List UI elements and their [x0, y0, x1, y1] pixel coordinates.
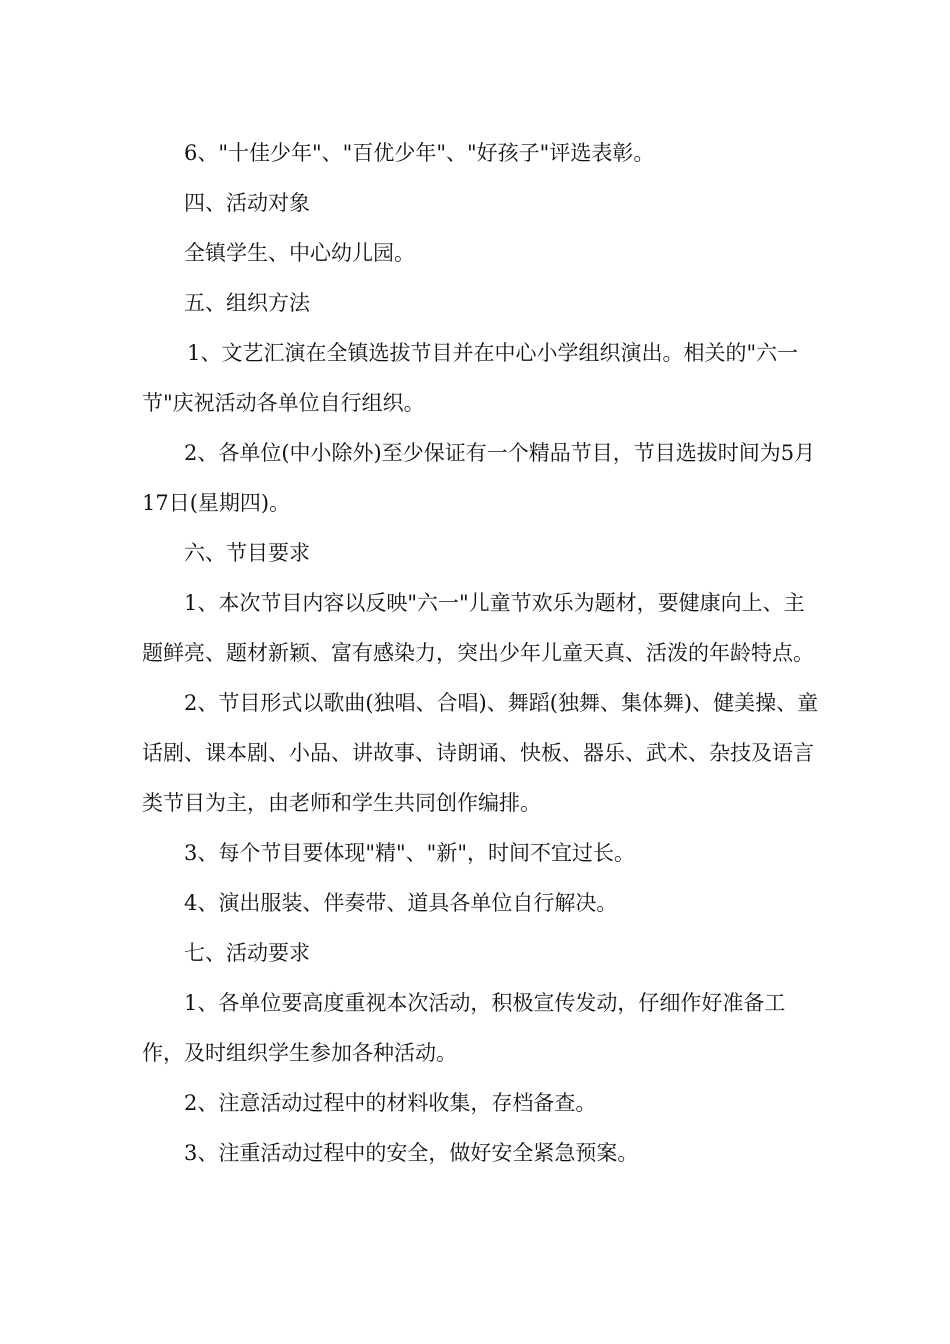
- paragraph-program-requirement-4: 4、演出服装、伴奏带、道具各单位自行解决。: [184, 891, 618, 915]
- section-heading-targets: 四、活动对象: [184, 191, 310, 215]
- section-heading-program-requirements: 六、节目要求: [184, 541, 310, 565]
- paragraph-activity-requirement-3: 3、注重活动过程中的安全，做好安全紧急预案。: [184, 1141, 639, 1165]
- section-heading-activity-requirements: 七、活动要求: [184, 941, 310, 965]
- paragraph-organization-2: 2、各单位(中小除外)至少保证有一个精品节目，节目选拔时间为5月17日(星期四)。: [142, 441, 816, 515]
- paragraph-award-item: 6、"十佳少年"、"百优少年"、"好孩子"评选表彰。: [184, 141, 655, 165]
- paragraph-activity-requirement-2: 2、注意活动过程中的材料收集，存档备查。: [184, 1091, 597, 1115]
- paragraph-program-requirement-1: 1、本次节目内容以反映"六一"儿童节欢乐为题材，要健康向上、主题鲜亮、题材新颖、富有感染力，突出少年儿童天真、活泼的年龄特点。: [142, 591, 814, 665]
- section-heading-organization: 五、组织方法: [184, 291, 310, 315]
- paragraph-organization-1: 1、文艺汇演在全镇选拔节目并在中心小学组织演出。相关的"六一节"庆祝活动各单位自行组织。: [142, 341, 799, 415]
- document-body: [142, 128, 822, 1178]
- paragraph-program-requirement-3: 3、每个节目要体现"精"、"新"，时间不宜过长。: [184, 841, 635, 865]
- paragraph-activity-requirement-1: 1、各单位要高度重视本次活动，积极宣传发动，仔细作好准备工作，及时组织学生参加各种活动。: [142, 991, 786, 1065]
- paragraph-targets: 全镇学生、中心幼儿园。: [184, 241, 415, 265]
- paragraph-program-requirement-2: 2、节目形式以歌曲(独唱、合唱)、舞蹈(独舞、集体舞)、健美操、童话剧、课本剧、小品、讲故事、诗朗诵、快板、器乐、武术、杂技及语言类节目为主，由老师和学生共同创作编排。: [142, 691, 819, 815]
